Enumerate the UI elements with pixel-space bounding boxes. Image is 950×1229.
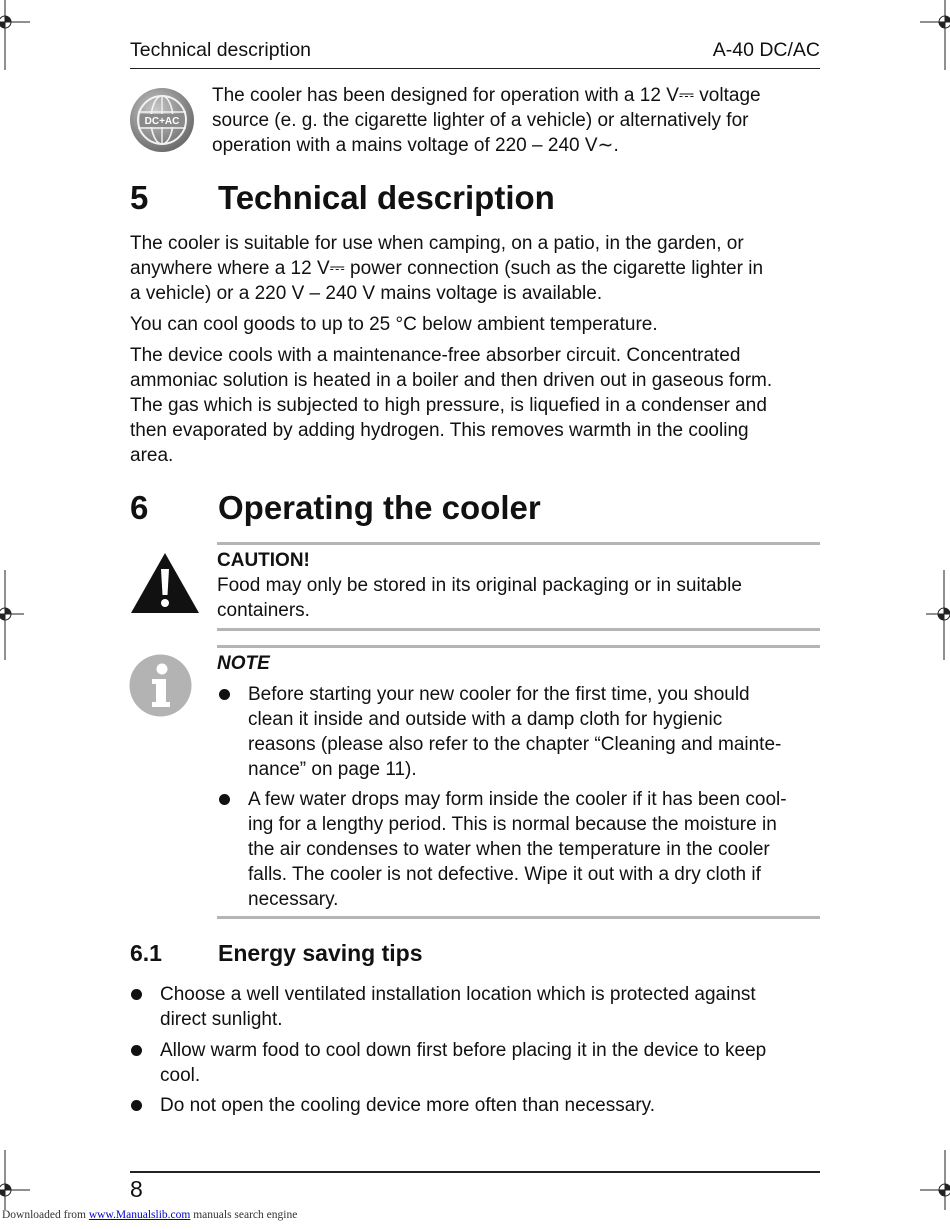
tip-bullet-item — [131, 982, 821, 1032]
crop-mark-top-right — [920, 0, 950, 70]
warning-triangle-icon — [129, 551, 201, 615]
text-line: a vehicle) or a 220 V – 240 V mains voltage is available. — [130, 283, 603, 304]
text-line: then evaporated by adding hydrogen. This removes warmth in the cooling — [130, 420, 749, 441]
page-number: 8 — [130, 1176, 143, 1202]
text-line: falls. The cooler is not defective. Wipe it out with a dry cloth if — [248, 864, 761, 885]
text-line: Choose a well ventilated installation location which is protected against — [160, 984, 756, 1005]
text-line: You can cool goods to up to 25 °C below ambient temperature. — [130, 314, 658, 335]
bullet-dot — [131, 989, 142, 1000]
text-line: clean it inside and outside with a damp cloth for hygienic — [248, 709, 723, 730]
text-line: source (e. g. the cigarette lighter of a vehicle) or alternatively for — [212, 110, 749, 131]
text-line: Before starting your new cooler for the first time, you should — [248, 684, 750, 705]
note-bullet-item — [219, 682, 820, 782]
caution-bottom-rule — [217, 628, 820, 631]
text-line: direct sunlight. — [160, 1009, 283, 1030]
bullet-dot — [131, 1045, 142, 1056]
text-line: necessary. — [248, 889, 339, 910]
section-5-heading — [130, 178, 820, 218]
header-section-title: Technical description — [130, 39, 312, 61]
text-line: Allow warm food to cool down first before placing it in the device to keep — [160, 1040, 767, 1061]
section-number: 5 — [130, 179, 149, 216]
text-line: cool. — [160, 1065, 201, 1086]
bullet-dot — [219, 794, 230, 805]
text-line: area. — [130, 445, 174, 466]
caution-heading: CAUTION! — [217, 550, 310, 571]
text-line: Food may only be stored in its original packaging or in suitable — [217, 575, 742, 596]
dc-ac-globe-icon — [128, 86, 196, 154]
section-title: Technical description — [218, 179, 555, 216]
text-line: Do not open the cooling device more often than necessary. — [160, 1095, 656, 1116]
section-5-body — [130, 231, 822, 468]
section-title: Operating the cooler — [218, 489, 541, 526]
section-6-heading — [130, 488, 820, 528]
crop-mark-top-left — [0, 0, 30, 70]
caution-top-rule — [217, 542, 820, 545]
crop-mark-bottom-right — [920, 1150, 950, 1210]
text-line: A few water drops may form inside the cooler if it has been cool- — [248, 789, 787, 810]
running-header — [130, 38, 820, 69]
download-prefix: Downloaded from — [2, 1209, 86, 1221]
header-model-name: A-40 DC/AC — [712, 39, 820, 61]
note-bottom-rule — [217, 916, 820, 919]
crop-mark-middle-left — [0, 570, 30, 660]
caution-content — [217, 548, 820, 623]
text-line: ammoniac solution is heated in a boiler and then driven out in gaseous form. — [130, 370, 773, 391]
tip-bullet-item — [131, 1093, 821, 1118]
note-bullet-item — [219, 787, 820, 912]
note-heading: NOTE — [217, 653, 270, 674]
text-line: The cooler has been designed for operation with a 12 V⎓ voltage — [212, 85, 761, 106]
text-line: containers. — [217, 600, 310, 621]
text-line: The gas which is subjected to high pressure, is liquefied in a condenser and — [130, 395, 767, 416]
section-number: 6.1 — [130, 940, 162, 966]
text-line: the air condenses to water when the temperature in the cooler — [248, 839, 770, 860]
bullet-dot — [131, 1100, 142, 1111]
download-notice — [2, 1209, 297, 1221]
section-6-1-heading — [130, 938, 820, 968]
info-icon — [129, 654, 192, 717]
text-line: The device cools with a maintenance-free absorber circuit. Concentrated — [130, 345, 741, 366]
manualslib-link[interactable]: www.Manualslib.com — [88, 1209, 191, 1221]
crop-mark-bottom-left — [0, 1150, 30, 1210]
download-suffix: manuals search engine — [193, 1209, 298, 1221]
text-line: anywhere where a 12 V⎓ power connection (such as the cigarette lighter in — [130, 258, 764, 279]
text-line: nance” on page 11). — [248, 759, 417, 780]
tip-bullet-item — [131, 1038, 821, 1088]
dc-ac-icon-label: DC+AC — [144, 116, 180, 127]
footer-rule — [130, 1171, 820, 1173]
text-line: operation with a mains voltage of 220 – 240 V∼. — [212, 135, 619, 156]
section-title: Energy saving tips — [218, 940, 423, 966]
note-top-rule — [217, 645, 820, 648]
text-line: ing for a lengthy period. This is normal because the moisture in — [248, 814, 777, 835]
bullet-dot — [219, 689, 230, 700]
text-line: The cooler is suitable for use when camping, on a patio, in the garden, or — [130, 233, 744, 254]
intro-paragraph — [212, 83, 822, 158]
crop-mark-middle-right — [920, 570, 950, 660]
text-line: reasons (please also refer to the chapter “Cleaning and mainte- — [248, 734, 782, 755]
section-number: 6 — [130, 489, 149, 526]
